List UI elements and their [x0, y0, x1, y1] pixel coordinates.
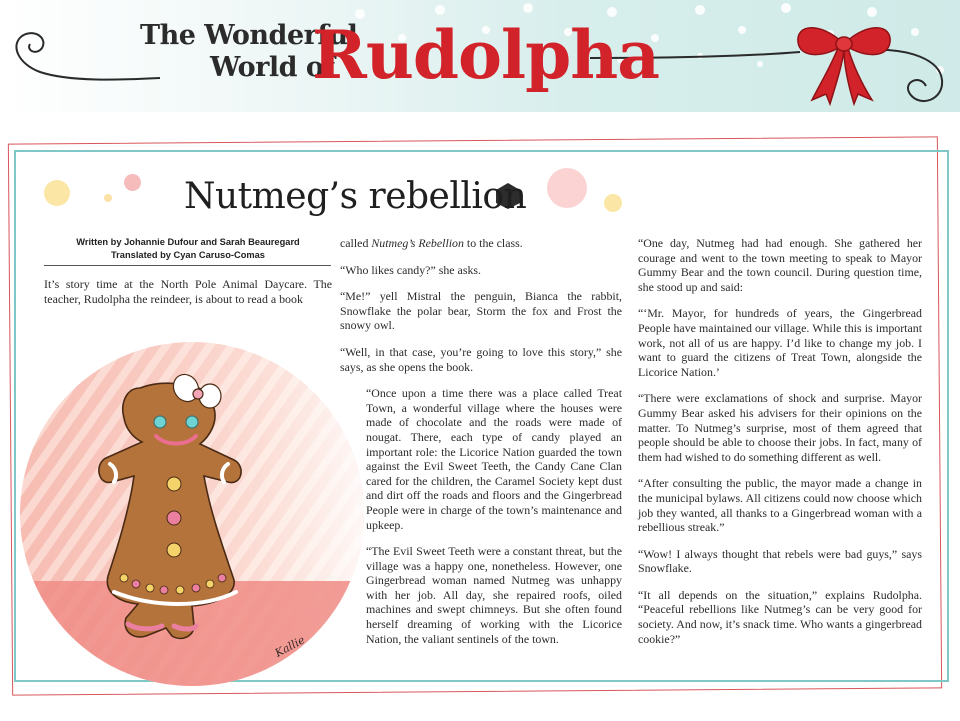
paragraph: “Me!” yell Mistral the penguin, Bianca the rabbit, Snowflake the polar bear, Storm the fox and Frost the snowy owl.	[340, 289, 622, 333]
paragraph: “Once upon a time there was a place called Treat Town, a wonderful village where the houses were made of chocolate and the roads were made of nougat. There, each type of candy played an important role: the Licorice Nation guarded the town against the Evil Sweet Teeth, the Candy Cane Clan cared for the children, the Caramel Society kept dust and dirt off the roads and floors and the Gingerbread People were in charge of the town’s maintenance and upkeep.	[366, 386, 622, 532]
red-bow-icon	[790, 14, 900, 106]
header-line-1: The Wonderful	[140, 20, 358, 51]
text-span: to the class.	[463, 236, 523, 250]
article-title: Nutmeg’s rebellion	[184, 176, 527, 217]
paragraph: “Who likes candy?” she asks.	[340, 262, 481, 277]
paragraph: “After consulting the public, the mayor made a change in the municipal bylaws. All citizens could now choose which job they wanted, all thanks to a Gingerbread woman with a rebellious streak.”	[638, 476, 922, 535]
book-title: Nutmeg’s Rebellion	[371, 236, 464, 250]
paragraph: “Well, in that case, you’re going to love this story,” she says, as she opens the book.	[340, 344, 622, 374]
header-name: Rudolpha	[312, 16, 659, 94]
paragraph: “Wow! I always thought that rebels were bad guys,” says Snowflake.	[638, 546, 922, 576]
paragraph: “The Evil Sweet Teeth were a constant threat, but the village was a happy one, nonetheless. However, one Gingerbread woman named Nutmeg was unhappy with her job. All day, she repaired roofs, oiled machines and swept chimneys. But she often found herself dreaming of working with the Licorice Nation, the valiant sentinels of the town.	[366, 544, 622, 646]
paragraph: “There were exclamations of shock and surprise. Mayor Gummy Bear asked his advisers for their opinions on the matter. To Nutmeg’s surprise, most of them agreed that people should be able to choose their jobs. In fact, many of them had wished to do something different as well.	[638, 391, 922, 464]
paragraph: “One day, Nutmeg had had enough. She gathered her courage and went to the town meeting to speak to Mayor Gummy Bear and the town council. During question time, she stood up and said:	[638, 236, 922, 294]
column-3	[638, 236, 922, 658]
column-2	[340, 236, 622, 658]
deco-circle	[604, 194, 622, 212]
paragraph	[340, 236, 622, 251]
column-1	[44, 277, 332, 318]
deco-circle	[104, 194, 112, 202]
gingerbread-woman-image	[14, 336, 364, 686]
deco-circle	[44, 180, 70, 206]
byline-divider	[44, 265, 331, 266]
artist-signature: Kallie	[272, 633, 308, 660]
byline-authors: Written by Johannie Dufour and Sarah Beauregard	[76, 237, 300, 247]
header-banner	[0, 0, 960, 112]
paragraph: “‘Mr. Mayor, for hundreds of years, the Gingerbread People have maintained our village. While this is important work, not all of us are happy. I’d like to change my job. I want to guard the citizens of Treat Town, alongside the Licorice Nation.’	[638, 306, 922, 379]
text-span: called	[340, 236, 372, 250]
deco-circle	[547, 168, 587, 208]
paragraph: It’s story time at the North Pole Animal Daycare. The teacher, Rudolpha the reindeer, is about to read a book	[44, 277, 332, 306]
paragraph: “It all depends on the situation,” explains Rudolpha. “Peaceful rebellions like Nutmeg’s can be very good for society. And now, it’s snack time. Who wants a gingerbread cookie?”	[638, 587, 922, 646]
byline-translator: Translated by Cyan Caruso-Comas	[111, 250, 265, 260]
header-line-2: World of	[210, 52, 335, 83]
gingerbread-illustration	[14, 336, 364, 686]
deco-circle	[124, 174, 141, 191]
